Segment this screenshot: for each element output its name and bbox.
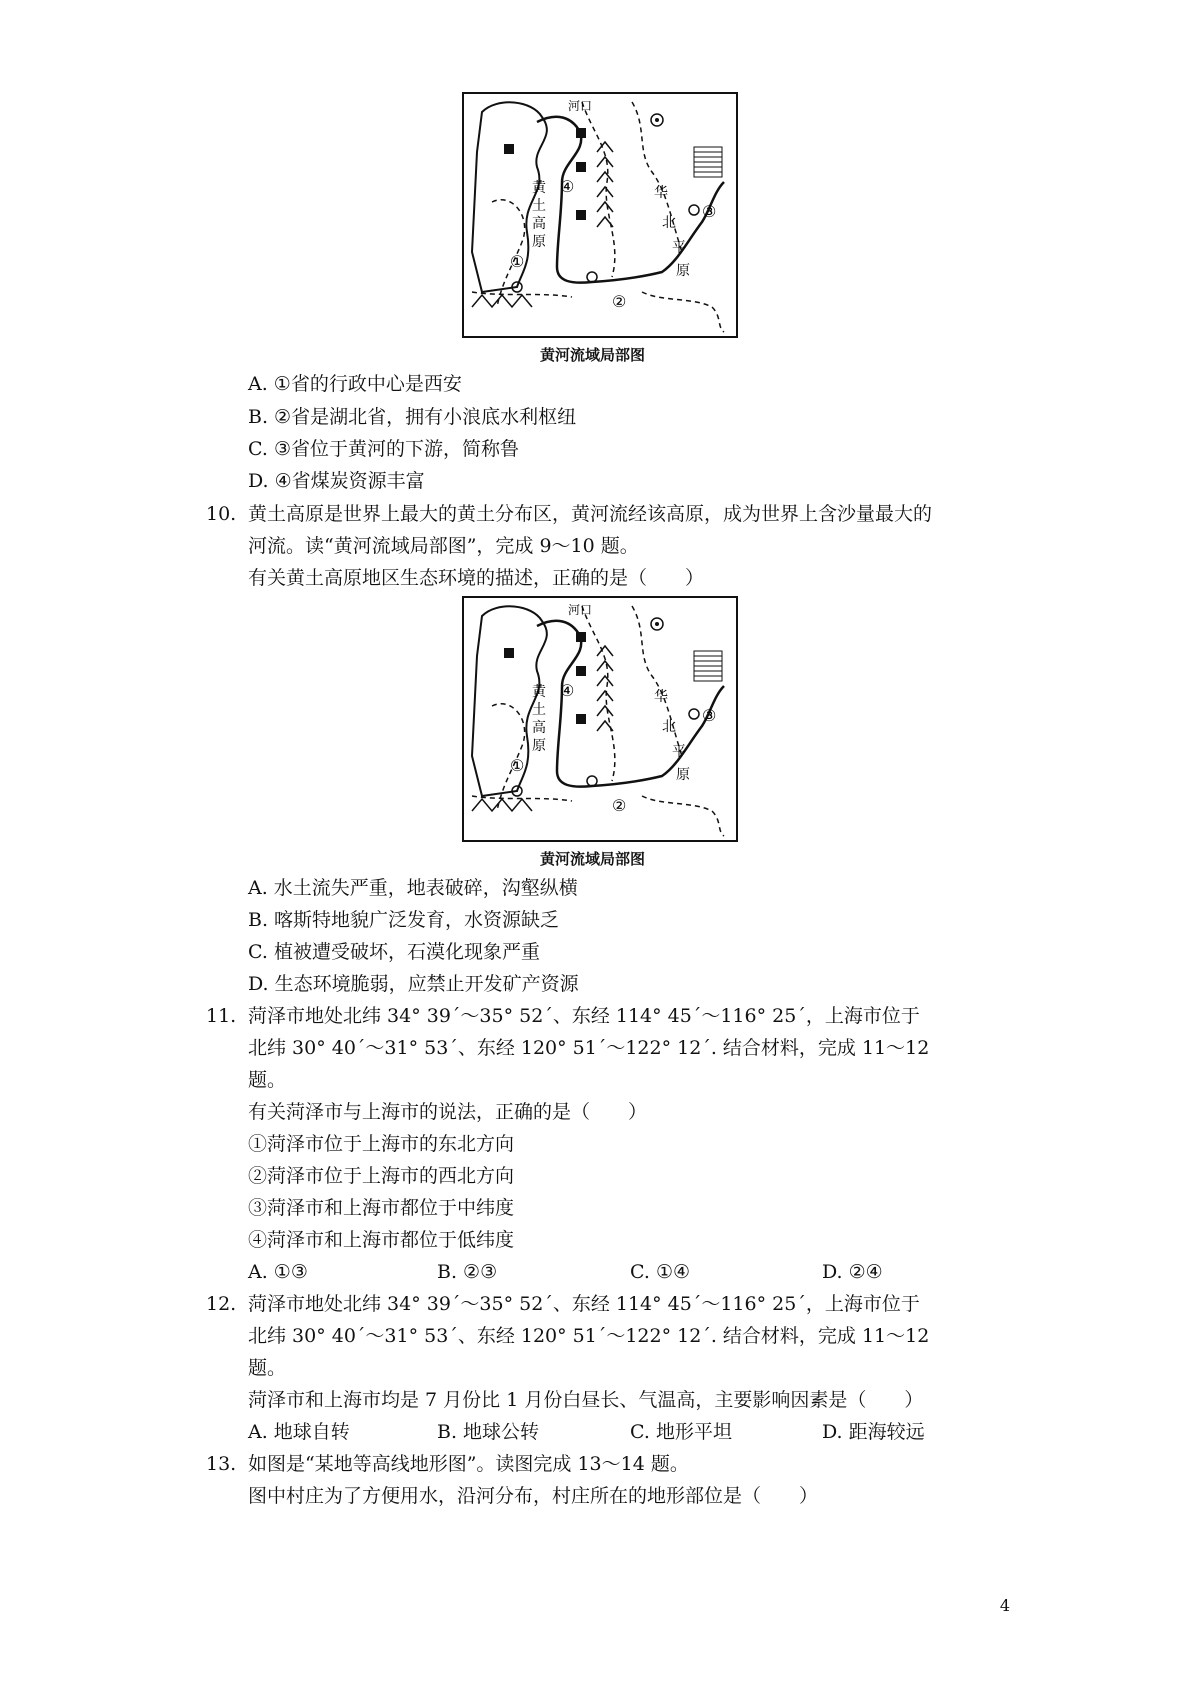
q11-option-a: A. ①③: [248, 1261, 308, 1283]
q12-question: 菏泽市和上海市均是 7 月份比 1 月份白昼长、气温高，主要影响因素是（ ）: [248, 1389, 924, 1411]
label-plain-2-2: 北: [662, 719, 676, 735]
q11-stem-3: 题。: [248, 1069, 287, 1091]
q11-question: 有关菏泽市与上海市的说法，正确的是（ ）: [248, 1101, 648, 1123]
label-plain-4: 原: [676, 263, 690, 279]
label-plain-1: 华: [654, 185, 668, 201]
q11-option-c: C. ①④: [630, 1261, 691, 1283]
q11-statement-4: ④菏泽市和上海市都位于低纬度: [248, 1229, 515, 1251]
label-num1: ①: [510, 252, 525, 271]
label-plain-2: 北: [662, 215, 676, 231]
map-caption-1: 黄河流域局部图: [540, 346, 646, 364]
yellow-river-map-1: [462, 92, 738, 338]
q12-stem-1: 菏泽市地处北纬 34° 39´～35° 52´、东经 114° 45´～116° 25´，上海市位于: [248, 1293, 920, 1315]
q10-option-c: C. 植被遭受破坏，石漠化现象严重: [248, 941, 540, 963]
label-plain-4-2: 原: [676, 767, 690, 783]
q10-option-d: D. 生态环境脆弱，应禁止开发矿产资源: [248, 973, 579, 995]
q11-statement-1: ①菏泽市位于上海市的东北方向: [248, 1133, 515, 1155]
label-num1-2: ①: [510, 756, 525, 775]
q9-option-b: B. ②省是湖北省，拥有小浪底水利枢纽: [248, 406, 577, 428]
label-plateau-2-2: 土: [532, 702, 546, 718]
label-num3: ③: [702, 202, 717, 221]
label-river-mouth: 河口: [568, 99, 593, 113]
q11-stem-1: 菏泽市地处北纬 34° 39´～35° 52´、东经 114° 45´～116° 25´，上海市位于: [248, 1005, 920, 1027]
q12-option-a: A. 地球自转: [248, 1421, 350, 1443]
label-plain-1-2: 华: [654, 689, 668, 705]
q11-statement-2: ②菏泽市位于上海市的西北方向: [248, 1165, 515, 1187]
q12-option-c: C. 地形平坦: [630, 1421, 732, 1443]
q9-option-d: D. ④省煤炭资源丰富: [248, 470, 425, 492]
q10-option-b: B. 喀斯特地貌广泛发育，水资源缺乏: [248, 909, 560, 931]
q13-stem: 如图是“某地等高线地形图”。读图完成 13～14 题。: [248, 1453, 689, 1475]
label-plateau-3-2: 高: [532, 720, 546, 736]
q10-option-a: A. 水土流失严重，地表破碎，沟壑纵横: [248, 877, 578, 899]
yellow-river-map-svg-2: [462, 596, 738, 842]
q10-stem-1: 黄土高原是世界上最大的黄土分布区，黄河流经该高原，成为世界上含沙量最大的: [248, 503, 933, 525]
label-num3-2: ③: [702, 706, 717, 725]
q11-statement-3: ③菏泽市和上海市都位于中纬度: [248, 1197, 515, 1219]
q11-number: 11.: [206, 1005, 237, 1027]
yellow-river-map-svg: [462, 92, 738, 338]
q10-question: 有关黄土高原地区生态环境的描述，正确的是（ ）: [248, 567, 705, 589]
q11-option-d: D. ②④: [822, 1261, 883, 1283]
q13-number: 13.: [206, 1453, 237, 1475]
label-plateau-3: 高: [532, 216, 546, 232]
page-number: 4: [999, 1596, 1010, 1615]
label-num2-2: ②: [612, 796, 627, 815]
label-num4: ④: [560, 177, 575, 196]
q13-question: 图中村庄为了方便用水，沿河分布，村庄所在的地形部位是（ ）: [248, 1485, 819, 1507]
q12-stem-3: 题。: [248, 1357, 287, 1379]
label-plain-3-2: 平: [672, 744, 686, 760]
label-plateau-1: 黄: [532, 180, 546, 196]
label-river-mouth-2: 河口: [568, 603, 593, 617]
q10-number: 10.: [206, 503, 237, 525]
label-plateau-2: 土: [532, 198, 546, 214]
label-plateau-4: 原: [532, 234, 546, 250]
q10-stem-2: 河流。读“黄河流域局部图”，完成 9～10 题。: [248, 535, 639, 557]
q11-stem-2: 北纬 30° 40´～31° 53´、东经 120° 51´～122° 12´. 结合材料，完成 11～12: [248, 1037, 930, 1059]
map-caption-2: 黄河流域局部图: [540, 850, 646, 868]
q12-option-d: D. 距海较远: [822, 1421, 925, 1443]
q12-number: 12.: [206, 1293, 237, 1315]
label-num2: ②: [612, 292, 627, 311]
q9-option-a: A. ①省的行政中心是西安: [248, 373, 462, 395]
q12-option-b: B. 地球公转: [437, 1421, 540, 1443]
yellow-river-map-2: [462, 596, 738, 842]
label-plain-3: 平: [672, 240, 686, 256]
label-plateau-4-2: 原: [532, 738, 546, 754]
q12-stem-2: 北纬 30° 40´～31° 53´、东经 120° 51´～122° 12´. 结合材料，完成 11～12: [248, 1325, 930, 1347]
label-plateau-1-2: 黄: [532, 684, 546, 700]
q11-option-b: B. ②③: [437, 1261, 498, 1283]
q9-option-c: C. ③省位于黄河的下游，简称鲁: [248, 438, 519, 460]
label-num4-2: ④: [560, 681, 575, 700]
